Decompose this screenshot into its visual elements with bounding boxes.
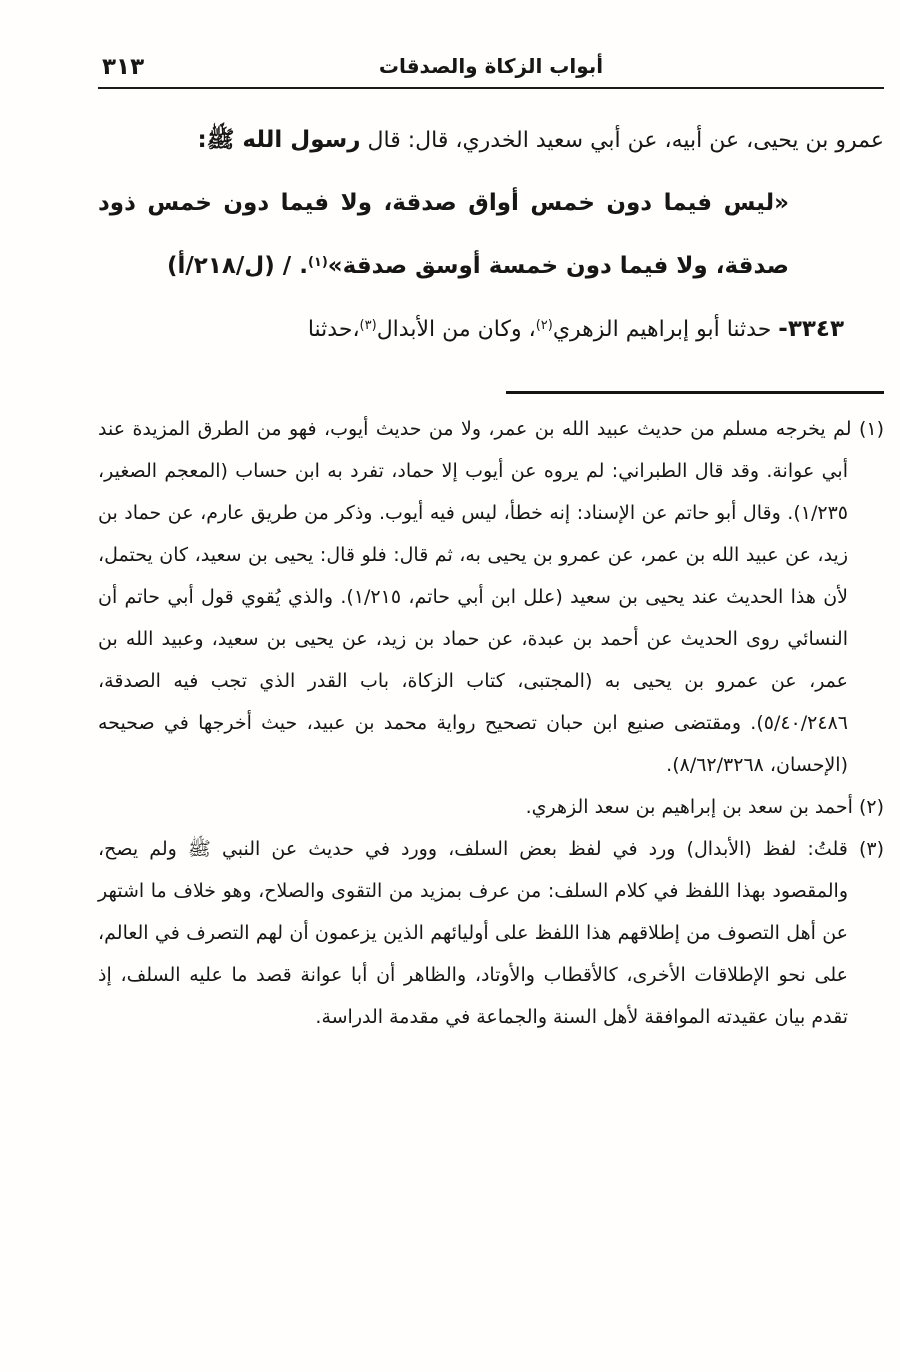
footnote-divider [506, 391, 884, 394]
isnad-paragraph [98, 109, 884, 172]
footnote-1-marker: (١) [858, 418, 884, 440]
entry-paragraph [98, 298, 884, 361]
footnote-3-text: قلتُ: لفظ (الأبدال) ورد في لفظ بعض السلف، وورد في حديث عن النبي ﷺ ولم يصح، والمقصود بهذا اللفظ في كلام السلف: من عرف بمزيد من التقوى والصلاح، وهو خلاف ما اشتهر عن أهل التصوف من إطلاقهم هذا اللفظ على أوليائهم الذين يزعمون أن لهم التصرف في العالم، على نحو الإطلاقات الأخرى، كالأقطاب والأوتاد، والظاهر أن أبا عوانة قصد ما عليه السلف، إذ تقدم بيان عقيدته الموافقة لأهل السنة والجماعة في مقدمة الدراسة. [98, 838, 848, 1028]
footnote-3 [98, 828, 884, 1038]
footnotes-section [98, 408, 884, 1038]
entry-text-2: ، وكان من الأبدال [376, 317, 536, 342]
footnote-1-text: لم يخرجه مسلم من حديث عبيد الله بن عمر، ولا من حديث أيوب، فهو من الطرق المزيدة عند أبي عوانة. وقد قال الطبراني: لم يروه عن أيوب إلا حماد، تفرد به ابن حساب (المعجم الصغير، ١/٢٣٥). وقال أبو حاتم عن الإسناد: إنه خطأ، ليس فيه أيوب. وذكر من طريق عارم، عن حماد بن زيد، عن عبيد الله بن عمر، عن عمرو بن يحيى به، ثم قال: فلو قال: يحيى بن سعيد، كان يحتمل، لأن هذا الحديث عند يحيى بن سعيد (علل ابن أبي حاتم، ١/٢١٥). والذي يُقوي قول أبي حاتم أن النسائي روى الحديث عن أحمد بن عبدة، عن حماد بن زيد، عن يحيى بن سعيد، وعبيد الله بن عمر، عن عمرو بن يحيى به (المجتبى، كتاب الزكاة، باب القدر الذي تجب فيه الصدقة، ٥/٤٠/٢٤٨٦). ومقتضى صنيع ابن حبان تصحيح رواية محمد بن عبيد، حيث أخرجها في صحيحه (الإحسان، ٨/٦٢/٣٢٦٨). [98, 418, 852, 776]
footnote-ref-1: (١) [307, 255, 328, 270]
entry-text-1: حدثنا أبو إبراهيم الزهري [552, 317, 779, 342]
footnote-2-marker: (٢) [858, 796, 884, 818]
hadith-text: «ليس فيما دون خمس أواق صدقة، ولا فيما دون خمس ذود صدقة، ولا فيما دون خمسة أوسق صدقة» [98, 190, 789, 279]
rasul-allah-text: رسول الله ﷺ: [197, 127, 361, 153]
hadith-citation: . / (ل/٢١٨/أ) [166, 253, 308, 279]
footnote-3-marker: (٣) [858, 838, 884, 860]
hadith-paragraph [98, 172, 789, 298]
footnote-2-text: أحمد بن سعد بن إبراهيم بن سعد الزهري. [525, 796, 853, 818]
entry-text-3: ،حدثنا [307, 317, 360, 342]
main-text [98, 109, 884, 361]
header-title: أبواب الزكاة والصدقات [378, 54, 604, 78]
footnote-ref-3: (٣) [359, 318, 377, 333]
page-number: ٣١٣ [102, 54, 145, 80]
footnote-2 [98, 786, 884, 828]
footnote-ref-2: (٢) [535, 318, 553, 333]
footnote-1 [98, 408, 884, 786]
page-header [98, 54, 884, 89]
isnad-text: عمرو بن يحيى، عن أبيه، عن أبي سعيد الخدري، قال: قال [367, 128, 884, 153]
hadith-number: ٣٣٤٣- [778, 316, 844, 342]
